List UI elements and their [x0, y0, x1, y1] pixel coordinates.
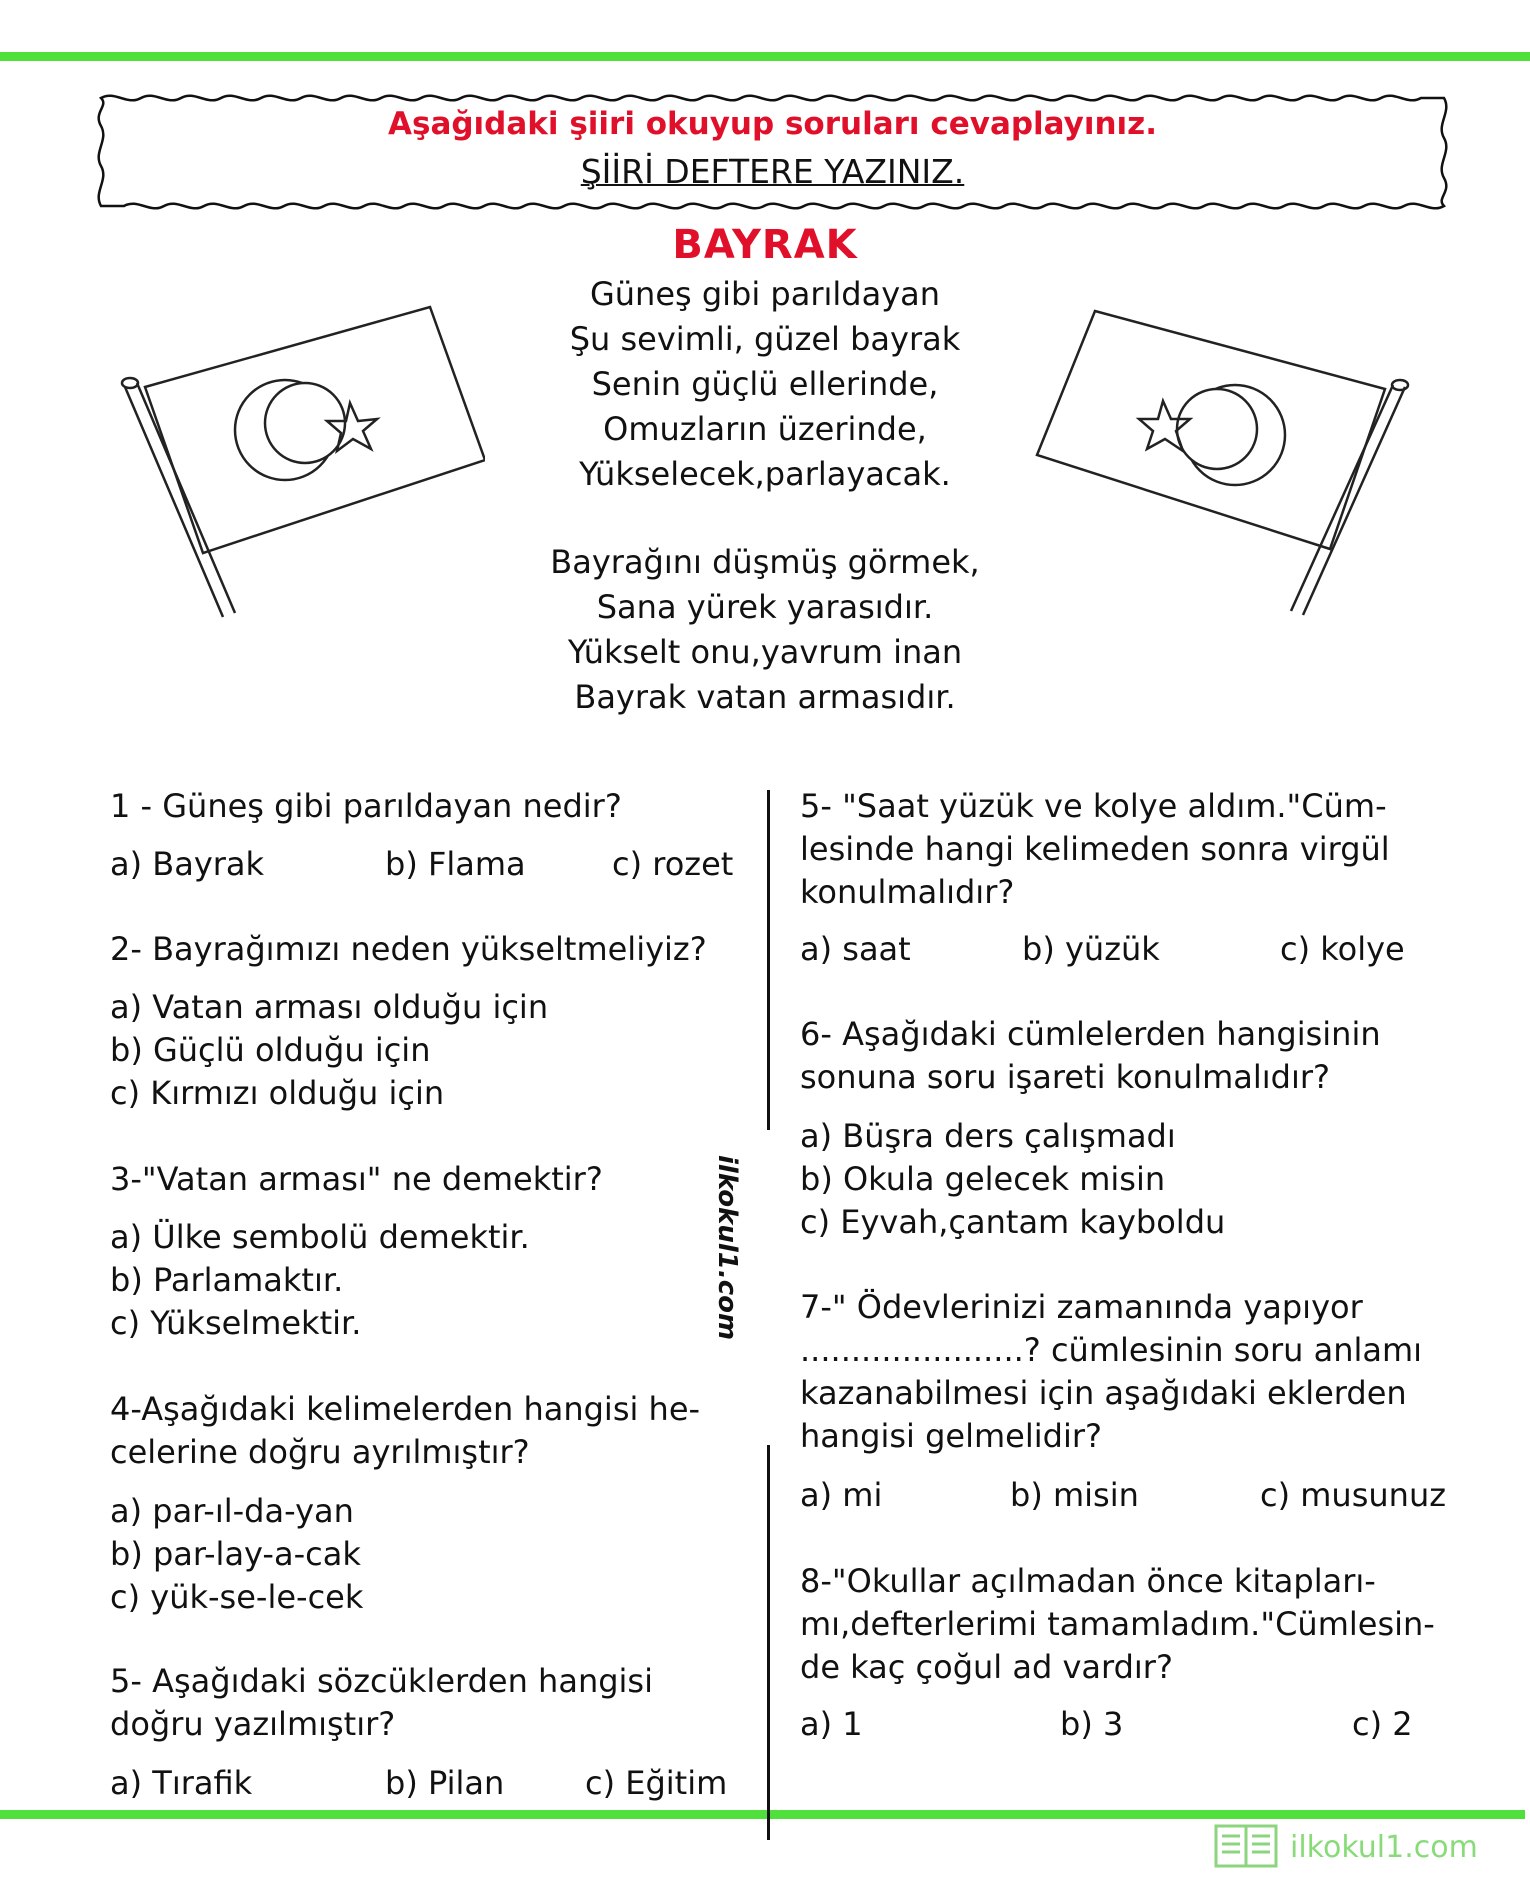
question-1: 1 - Güneş gibi parıldayan nedir?	[110, 787, 622, 825]
vertical-brand-text: ilkokul1.com	[712, 1155, 742, 1341]
q3-option-a[interactable]: a) Ülke sembolü demektir.	[110, 1218, 530, 1256]
question-8-line: mı,defterlerimi tamamladım."Cümlesin-	[800, 1605, 1435, 1643]
q8-option-c[interactable]: c) 2	[1352, 1705, 1413, 1743]
poem-line: Bayrak vatan armasıdır.	[574, 678, 956, 716]
question-2: 2- Bayrağımızı neden yükseltmeliyiz?	[110, 930, 707, 968]
question-7-line: ......................? cümlesinin soru anlamı	[800, 1331, 1423, 1369]
poem-stanza-1	[440, 272, 1090, 497]
question-5r-line: lesinde hangi kelimeden sonra virgül	[800, 830, 1390, 868]
q5r-option-b[interactable]: b) yüzük	[1022, 930, 1160, 968]
question-5-line: doğru yazılmıştır?	[110, 1705, 396, 1743]
q1-option-b[interactable]: b) Flama	[385, 845, 526, 883]
poem-title: BAYRAK	[672, 222, 858, 268]
q4-option-a[interactable]: a) par-ıl-da-yan	[110, 1492, 354, 1530]
question-5-left	[110, 1660, 653, 1746]
poem-line: Senin güçlü ellerinde,	[591, 365, 939, 403]
question-8-line: de kaç çoğul ad vardır?	[800, 1648, 1173, 1686]
question-5r-line: 5- "Saat yüzük ve kolye aldım."Cüm-	[800, 787, 1387, 825]
poem-stanza-2	[440, 540, 1090, 720]
question-4-line: 4-Aşağıdaki kelimelerden hangisi he-	[110, 1390, 701, 1428]
poem-line: Şu sevimli, güzel bayrak	[569, 320, 961, 358]
top-divider	[0, 52, 1530, 61]
q5l-option-a[interactable]: a) Tırafik	[110, 1764, 253, 1802]
poem-line: Yükselecek,parlayacak.	[579, 455, 951, 493]
question-7-line: hangisi gelmelidir?	[800, 1417, 1102, 1455]
q6-option-b[interactable]: b) Okula gelecek misin	[800, 1160, 1166, 1198]
q8-option-a[interactable]: a) 1	[800, 1705, 863, 1743]
q8-option-b[interactable]: b) 3	[1060, 1705, 1124, 1743]
write-instruction: ŞİİRİ DEFTERE YAZINIZ.	[580, 152, 965, 191]
column-divider-top	[767, 790, 770, 1130]
flag-left-icon	[115, 295, 485, 625]
question-6-line: sonuna soru işareti konulmalıdır?	[800, 1058, 1330, 1096]
question-5-line: 5- Aşağıdaki sözcüklerden hangisi	[110, 1662, 653, 1700]
q7-option-a[interactable]: a) mi	[800, 1476, 883, 1514]
question-7-line: 7-" Ödevlerinizi zamanında yapıyor	[800, 1288, 1363, 1326]
question-6	[800, 1013, 1381, 1099]
q1-option-a[interactable]: a) Bayrak	[110, 845, 265, 883]
q4-option-b[interactable]: b) par-lay-a-cak	[110, 1535, 361, 1573]
q4-option-c[interactable]: c) yük-se-le-cek	[110, 1578, 364, 1616]
poem-line: Sana yürek yarasıdır.	[596, 588, 934, 626]
question-7-line: kazanabilmesi için aşağıdaki eklerden	[800, 1374, 1407, 1412]
q5l-option-b[interactable]: b) Pilan	[385, 1764, 505, 1802]
poem-line: Omuzların üzerinde,	[603, 410, 927, 448]
q2-option-c[interactable]: c) Kırmızı olduğu için	[110, 1074, 445, 1112]
question-4	[110, 1388, 700, 1474]
poem-line: Güneş gibi parıldayan	[589, 275, 941, 313]
q2-option-b[interactable]: b) Güçlü olduğu için	[110, 1031, 431, 1069]
q2-option-a[interactable]: a) Vatan arması olduğu için	[110, 988, 549, 1026]
logo-text: ilkokul1.com	[1290, 1830, 1478, 1865]
q7-option-c[interactable]: c) musunuz	[1260, 1476, 1447, 1514]
q5l-option-c[interactable]: c) Eğitim	[585, 1764, 728, 1802]
q6-option-c[interactable]: c) Eyvah,çantam kayboldu	[800, 1203, 1226, 1241]
poem-line: Bayrağını düşmüş görmek,	[550, 543, 980, 581]
column-divider-bottom	[767, 1445, 770, 1840]
question-4-line: celerine doğru ayrılmıştır?	[110, 1433, 530, 1471]
question-8-line: 8-"Okullar açılmadan önce kitapları-	[800, 1562, 1376, 1600]
instruction-text: Aşağıdaki şiiri okuyup soruları cevaplayınız.	[388, 106, 1157, 142]
question-3: 3-"Vatan arması" ne demektir?	[110, 1160, 603, 1198]
q1-option-c[interactable]: c) rozet	[612, 845, 734, 883]
flag-right-icon	[1035, 305, 1415, 625]
question-6-line: 6- Aşağıdaki cümlelerden hangisinin	[800, 1015, 1381, 1053]
q5r-option-a[interactable]: a) saat	[800, 930, 911, 968]
poem-line: Yükselt onu,yavrum inan	[567, 633, 963, 671]
q3-option-b[interactable]: b) Parlamaktır.	[110, 1261, 344, 1299]
q5r-option-c[interactable]: c) kolye	[1280, 930, 1405, 968]
question-7	[800, 1286, 1422, 1458]
question-5-right	[800, 785, 1390, 914]
question-5r-line: konulmalıdır?	[800, 873, 1015, 911]
q7-option-b[interactable]: b) misin	[1010, 1476, 1139, 1514]
question-8	[800, 1560, 1435, 1689]
q6-option-a[interactable]: a) Büşra ders çalışmadı	[800, 1117, 1176, 1155]
q3-option-c[interactable]: c) Yükselmektir.	[110, 1304, 362, 1342]
